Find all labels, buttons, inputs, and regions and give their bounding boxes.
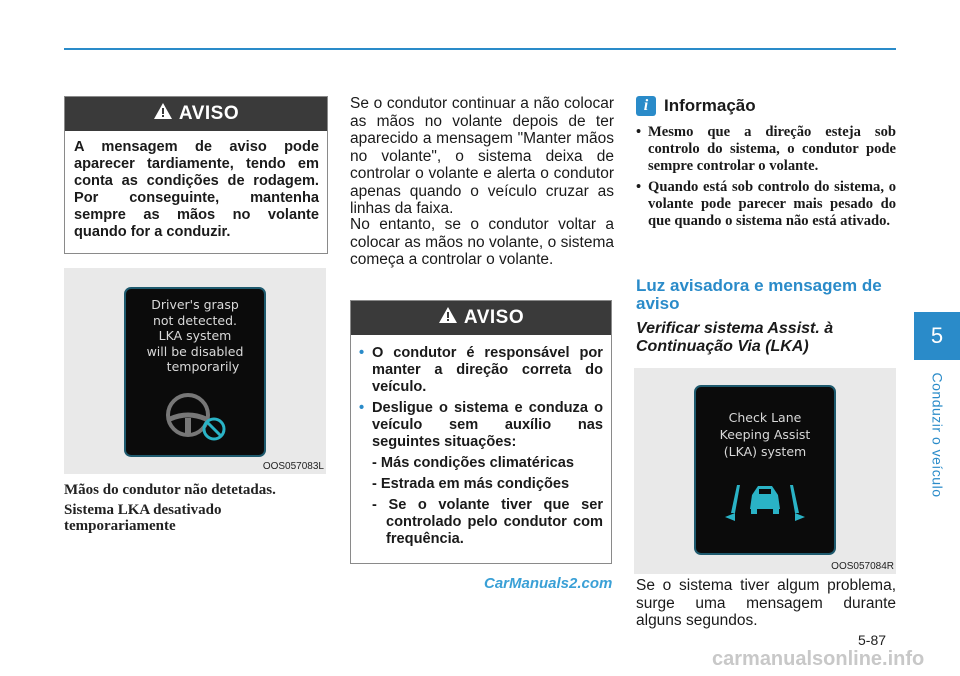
cluster-display: [124, 287, 266, 457]
chapter-tab: 5: [914, 312, 960, 360]
screen-line: (LKA) system: [723, 444, 807, 459]
info-icon: i: [636, 96, 656, 116]
warning-title: AVISO: [178, 103, 240, 124]
section-heading: Luz avisadora e mensagem de aviso: [636, 276, 882, 313]
screen-line: will be disabled: [146, 343, 244, 359]
bullet-dot-icon: •: [359, 400, 365, 416]
section-subheading: Verificar sistema Assist. à Continuação Via (LKA): [636, 320, 834, 355]
bullet-text: Mesmo que a direção esteja sob controlo do sistema, o condutor pode sempre controlar o volante.: [648, 124, 896, 174]
warning-subitem: - Estrada em más condições: [372, 476, 570, 492]
warning-subitem: - Más condições climatéricas: [372, 455, 574, 471]
footer-watermark: carmanualsonline.info: [712, 648, 925, 670]
bullet-text: O condutor é responsável por manter a direção correta do veículo.: [372, 345, 603, 395]
bullet-dot-icon: •: [359, 345, 365, 361]
figure-caption-2: Sistema LKA desativado temporariamente: [64, 502, 222, 534]
watermark: CarManuals2.com: [484, 575, 613, 592]
paragraph-2: No entanto, se o condutor voltar a colocar as mãos no volante, o sistema começa a controlar o volante.: [350, 216, 614, 268]
warning-triangle-icon: [438, 306, 458, 330]
paragraph-3: Se o sistema tiver algum problema, surge uma mensagem durante alguns segundos.: [636, 577, 896, 629]
warning-bullet: [359, 345, 603, 396]
bullet-dot-icon: •: [636, 179, 642, 195]
bullet-dot-icon: •: [636, 124, 642, 140]
figure-code: OOS057083L: [262, 461, 324, 472]
screen-line: Check Lane: [728, 410, 802, 425]
chapter-label: [914, 360, 960, 510]
chapter-label-text: Conduzir o veículo: [929, 372, 946, 498]
info-bullet: [636, 179, 896, 230]
warning-bullet: [359, 400, 603, 451]
screen-line: Driver's grasp: [151, 297, 239, 312]
figure-lka-check: [634, 368, 896, 574]
screen-line: temporarily: [166, 359, 240, 374]
info-title: Informação: [664, 96, 756, 115]
figure-code: OOS057084R: [831, 561, 894, 572]
info-bullet: [636, 124, 896, 175]
page-number: 5-87: [858, 632, 887, 648]
warning-subitem: - Se o volante tiver que ser controlado pelo condutor com frequência.: [372, 497, 603, 547]
cluster-display: [694, 385, 836, 555]
warning-box-2: [350, 300, 612, 564]
figure-caption-1: Mãos do condutor não detetadas.: [64, 482, 276, 498]
warning-triangle-icon: [153, 102, 173, 126]
warning-box-1: [64, 96, 328, 254]
warning-body: A mensagem de aviso pode aparecer tardiamente, tendo em conta as condições de rodagem. Por conseguinte, mantenha sempre as mãos no volante quando for a conduzir.: [74, 139, 319, 240]
paragraph-1: Se o condutor continuar a não colocar as mãos no volante depois de ter aparecido a mensagem "Manter mãos no volante", o sistema deixa de controlar o volante e alerta o condutor apenas quando o veículo cruzar as linhas da faixa.: [350, 95, 614, 217]
warning-body: [351, 335, 611, 548]
info-list: [636, 124, 896, 230]
bullet-text: Desligue o sistema e conduza o veículo sem auxílio nas seguintes situações:: [372, 400, 603, 450]
screen-line: Keeping Assist: [719, 427, 811, 442]
info-header: [636, 96, 756, 116]
header-rule: [64, 48, 896, 50]
figure-driver-grasp: [64, 268, 326, 474]
bullet-text: Quando está sob controlo do sistema, o volante pode parecer mais pesado do que quando o sistema não está ativado.: [648, 179, 896, 229]
warning-header: [65, 97, 327, 131]
lka-car-lane-icon: [725, 477, 805, 527]
screen-line: LKA system: [158, 328, 232, 343]
warning-header: [351, 301, 611, 335]
warning-title: AVISO: [463, 307, 525, 328]
screen-line: not detected.: [152, 312, 238, 328]
steering-wheel-prohibited-icon: [156, 389, 236, 447]
